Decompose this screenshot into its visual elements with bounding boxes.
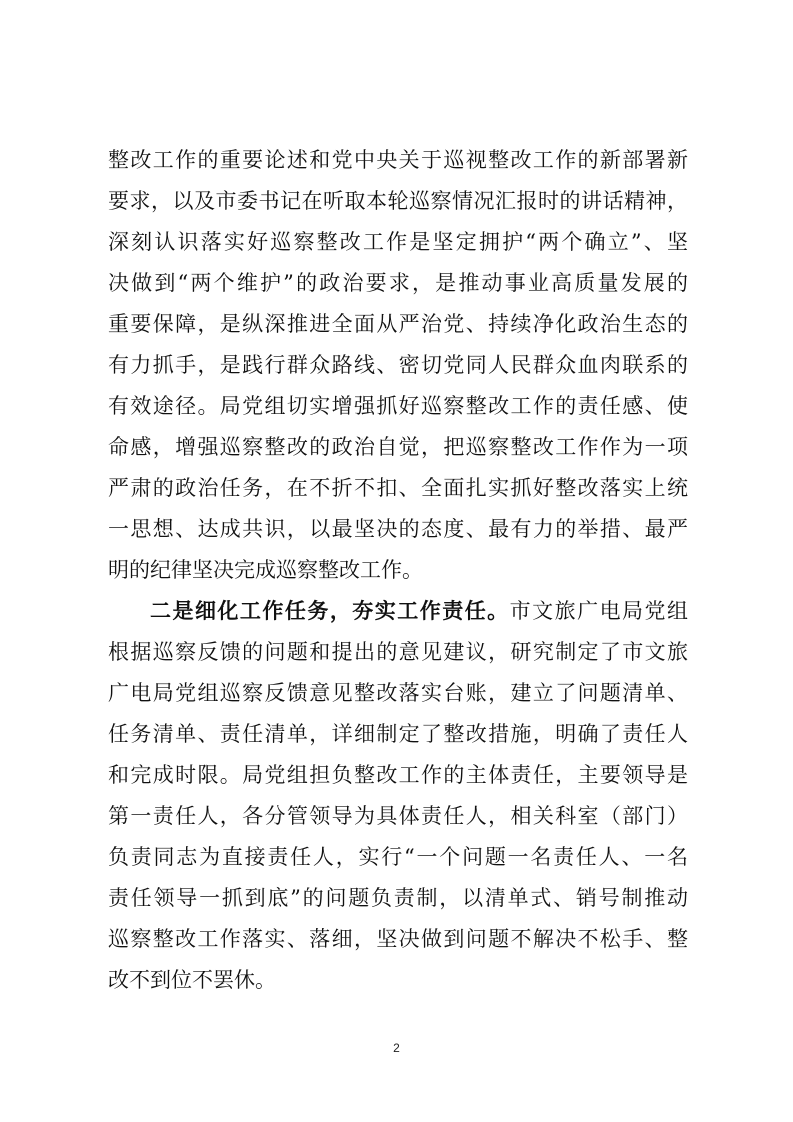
paragraph-2-line-6: 第一责任人，各分管领导为具体责任人，相关科室（部门） [108, 804, 688, 828]
paragraph-2-line-3: 广电局党组巡察反馈意见整改落实台账，建立了问题清单、 [108, 681, 688, 705]
paragraph-2-line-9: 巡察整改工作落实、落细，坚决做到问题不解决不松手、整 [108, 927, 688, 951]
paragraph-1-line-3: 深刻认识落实好巡察整改工作是坚定拥护“两个确立”、坚 [108, 230, 688, 254]
paragraph-2-line-5: 和完成时限。局党组担负整改工作的主体责任，主要领导是 [108, 763, 688, 787]
paragraph-1-line-1: 整改工作的重要论述和党中央关于巡视整改工作的新部署新 [108, 148, 688, 172]
paragraph-1-line-2: 要求，以及市委书记在听取本轮巡察情况汇报时的讲话精神， [108, 189, 688, 213]
paragraph-2-line-1 [150, 591, 688, 631]
paragraph-1-line-8: 命感，增强巡察整改的政治自觉，把巡察整改工作作为一项 [108, 435, 688, 459]
paragraph-1-line-7: 有效途径。局党组切实增强抓好巡察整改工作的责任感、使 [108, 394, 688, 418]
paragraph-1-line-9: 严肃的政治任务，在不折不扣、全面扎实抓好整改落实上统 [108, 476, 688, 500]
paragraph-2-first-line-rest: 市文旅广电局党组 [509, 599, 689, 623]
paragraph-1-line-11: 明的纪律坚决完成巡察整改工作。 [108, 558, 423, 582]
paragraph-2-line-4: 任务清单、责任清单，详细制定了整改措施，明确了责任人 [108, 722, 688, 746]
paragraph-2-heading: 二是细化工作任务，夯实工作责任。 [150, 598, 510, 623]
page-number: 2 [393, 1041, 400, 1055]
paragraph-1-line-10: 一思想、达成共识，以最坚决的态度、最有力的举措、最严 [108, 517, 688, 541]
paragraph-2-line-8: 责任领导一抓到底”的问题负责制，以清单式、销号制推动 [108, 886, 688, 910]
paragraph-1-line-4: 决做到“两个维护”的政治要求，是推动事业高质量发展的 [108, 271, 688, 295]
paragraph-1-line-5: 重要保障，是纵深推进全面从严治党、持续净化政治生态的 [108, 312, 688, 336]
paragraph-2-line-7: 负责同志为直接责任人，实行“一个问题一名责任人、一名 [108, 845, 688, 869]
paragraph-2-line-10: 改不到位不罢休。 [108, 968, 276, 992]
paragraph-1-line-6: 有力抓手，是践行群众路线、密切党同人民群众血肉联系的 [108, 353, 688, 377]
paragraph-2-line-2: 根据巡察反馈的问题和提出的意见建议，研究制定了市文旅 [108, 640, 688, 664]
